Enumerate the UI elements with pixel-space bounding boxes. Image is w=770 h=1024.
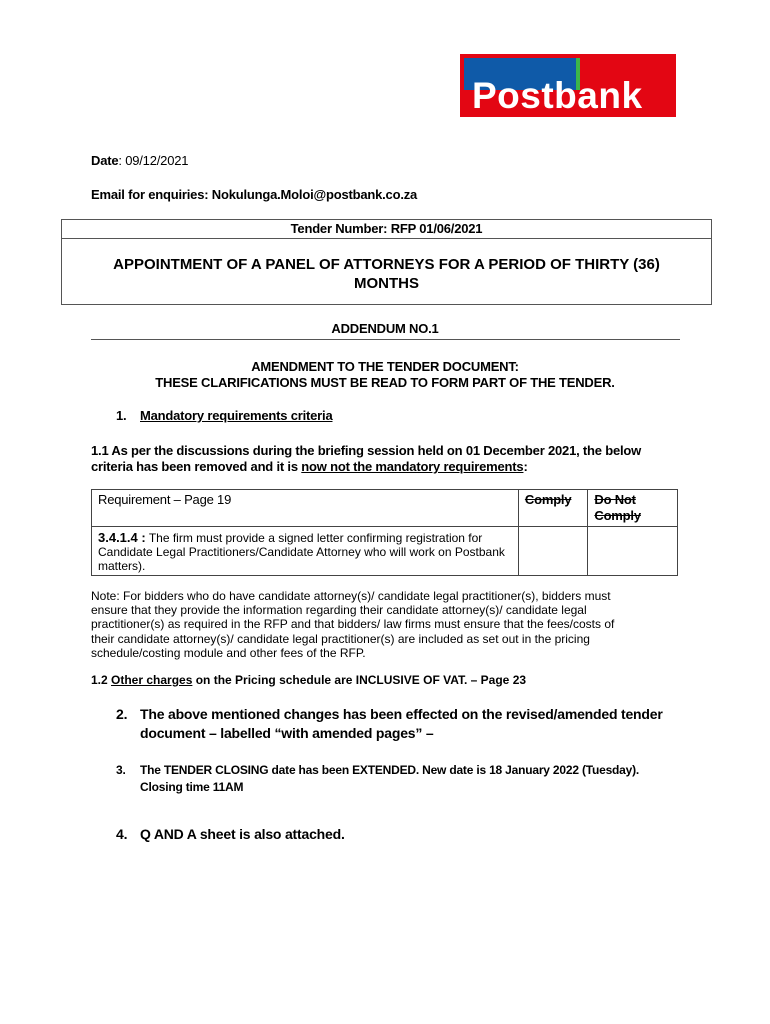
date-value: : 09/12/2021	[118, 153, 189, 168]
addendum-heading: ADDENDUM NO.1	[331, 321, 439, 336]
header-do-not-comply: Do Not Comply	[588, 490, 678, 527]
para-underlined: now not the mandatory requirements	[301, 459, 524, 474]
note-line: schedule/costing module and other fees of the RFP.	[91, 645, 366, 660]
item-2-line2: document – labelled “with amended pages” –	[140, 725, 434, 741]
email-label: Email for enquiries	[91, 187, 205, 202]
email-line	[91, 187, 417, 203]
item-2-number: 2.	[116, 706, 128, 722]
item-3-line1: The TENDER CLOSING date has been EXTENDED. New date is 18 January 2022 (Tuesday).	[140, 763, 640, 777]
section1-title: Mandatory requirements criteria	[140, 408, 333, 423]
tender-box	[61, 219, 712, 305]
note-line: ensure that they provide the information regarding their candidate attorney(s)/ candidate legal	[91, 603, 587, 618]
header-comply: Comply	[518, 490, 587, 527]
para-colon: :	[523, 459, 528, 474]
section1-number: 1.	[116, 408, 127, 423]
item-4-number: 4.	[116, 826, 128, 842]
date-label: Date	[91, 153, 119, 168]
date-line	[91, 153, 188, 169]
note-line: their candidate attorney(s)/ candidate legal practitioner(s) are included as set out in the pricing	[91, 631, 590, 646]
tender-title-line2: MONTHS	[354, 275, 419, 292]
tender-title-line1: APPOINTMENT OF A PANEL OF ATTORNEYS FOR A PERIOD OF THIRTY (36)	[113, 256, 660, 273]
section1-para-line1: 1.1 As per the discussions during the briefing session held on 01 December 2021, the below	[91, 443, 642, 458]
item-2-line1: The above mentioned changes has been effected on the revised/amended tender	[140, 706, 663, 722]
postbank-logo	[460, 54, 676, 117]
addendum-line1: AMENDMENT TO THE TENDER DOCUMENT:	[251, 359, 519, 374]
requirement-text: The firm must provide a signed letter confirming registration for Candidate Legal Practitioners/Candidate Attorney who will work on Postbank matters).	[98, 531, 505, 573]
table-row	[92, 527, 678, 576]
note-paragraph	[91, 589, 671, 660]
requirement-cell	[92, 527, 519, 576]
requirement-code: 3.4.1.4 :	[98, 530, 146, 545]
item-3-line2: Closing time 11AM	[140, 780, 244, 794]
comply-cell	[518, 527, 587, 576]
item-1-2: 1.2 Other charges on the Pricing schedule are INCLUSIVE OF VAT. – Page 23	[91, 673, 527, 687]
note-line: practitioner(s) as required in the RFP and that bidders/ law firms must ensure that the fees/costs of	[91, 617, 615, 632]
addendum-divider	[91, 339, 680, 340]
header-requirement: Requirement – Page 19	[92, 490, 519, 527]
item-3-number: 3.	[116, 763, 126, 777]
do-not-comply-cell	[588, 527, 678, 576]
table-header-row	[92, 490, 678, 527]
requirements-table	[91, 489, 678, 576]
para-text: criteria has been removed and it is	[91, 459, 302, 474]
logo-wordmark: Postbank	[472, 75, 643, 116]
email-value: : Nokulunga.Moloi@postbank.co.za	[204, 187, 418, 202]
tender-title	[62, 239, 711, 293]
note-line: Note: For bidders who do have candidate attorney(s)/ candidate legal practitioner(s), bidders must	[91, 589, 611, 603]
tender-number: Tender Number: RFP 01/06/2021	[62, 220, 711, 239]
addendum-line2: THESE CLARIFICATIONS MUST BE READ TO FORM PART OF THE TENDER.	[155, 375, 615, 390]
item-4-text: Q AND A sheet is also attached.	[140, 826, 345, 842]
section1-para-line2	[91, 459, 528, 475]
